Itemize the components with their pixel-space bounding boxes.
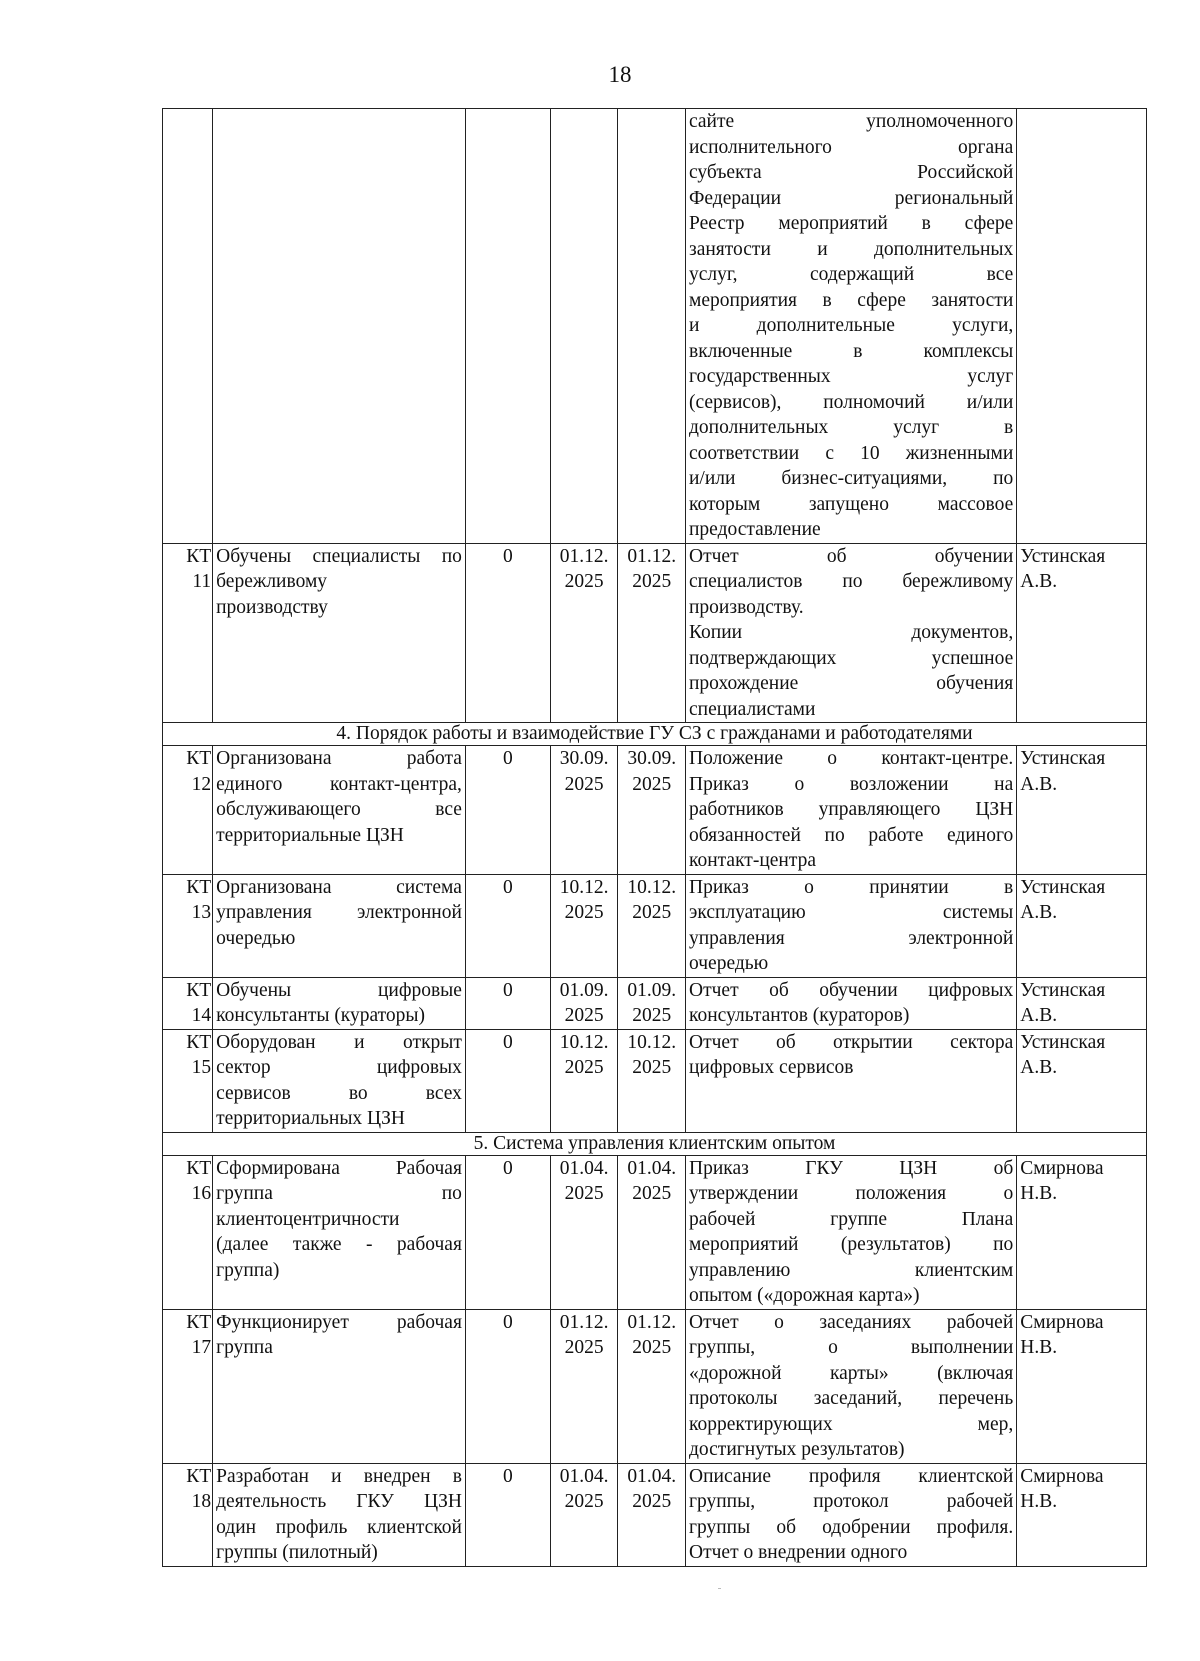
cell-document [686,977,1017,1029]
document-line: услуг, содержащий все [689,264,1014,285]
start-date-part: 10.12. [559,1031,609,1053]
responsible-part: Н.В. [1020,1337,1058,1358]
control-point-index: 14 [191,1005,212,1026]
document-line: специалистов по бережливому [689,571,1014,592]
cell-start [550,746,618,875]
cell-start [550,1463,618,1566]
table-row [163,1309,1147,1463]
cell-responsible [1017,746,1147,875]
end-date-part: 01.09. [627,979,677,1001]
cell-start [550,1309,618,1463]
end-date-part: 01.04. [627,1465,677,1487]
end-date-part: 2025 [632,1005,672,1026]
start-date-part: 2025 [564,902,604,923]
cell-base: 0 [465,977,550,1029]
cell-number [163,543,213,723]
cell-end [618,874,686,977]
document-line: занятости и дополнительных [689,238,1014,260]
section-heading: 5. Система управления клиентским опытом [163,1132,1147,1155]
cell-responsible [1017,543,1147,723]
document-line: Реестр мероприятий в сфере [689,213,1014,234]
table-row-continuation [163,109,1147,544]
cell-title [213,874,466,977]
document-line: соответствии с 10 жизненными [689,442,1014,464]
cell-document [686,1029,1017,1132]
end-date-part: 2025 [632,1491,672,1512]
end-date-part: 30.09. [627,748,677,769]
start-date-part: 01.12. [559,545,609,567]
control-point-index: 17 [191,1337,212,1358]
title-line: группа [216,1337,273,1358]
document-line: протоколы заседаний, перечень [689,1388,1014,1409]
cell-end [618,1155,686,1309]
title-line: Обучены специалисты по [216,545,462,567]
cell-title [213,1029,466,1132]
document-line: которым запущено массовое [689,493,1014,515]
title-line: сервисов во всех [216,1082,462,1104]
start-date-part: 01.04. [559,1465,609,1487]
start-date-part: 10.12. [559,876,609,898]
cell-end [618,543,686,723]
document-line: управлению клиентским [689,1259,1014,1281]
cell-responsible [1017,1155,1147,1309]
document-line: прохождение обучения [689,673,1014,694]
title-line: Обучены цифровые [216,979,462,1001]
end-date-part: 2025 [632,1183,672,1204]
cell-title [213,109,466,544]
start-date-part: 2025 [564,1057,604,1078]
cell-base: 0 [465,1155,550,1309]
document-line: дополнительных услуг в [689,417,1014,438]
start-date-part: 30.09. [559,748,609,769]
end-date-part: 2025 [632,1057,672,1078]
cell-title [213,1463,466,1566]
end-date-part: 01.12. [627,545,677,567]
title-line: деятельность ГКУ ЦЗН [216,1491,462,1512]
scan-speck [718,1588,721,1589]
document-line: Отчет об открытии сектора [689,1031,1014,1053]
end-date-part: 2025 [632,902,672,923]
cell-title [213,977,466,1029]
document-line: группы об одобрении профиля. [689,1516,1014,1538]
control-point-index: 13 [191,902,212,923]
document-line: группы, протокол рабочей [689,1491,1014,1512]
control-point-index: 18 [191,1491,212,1512]
title-line: бережливому [216,571,328,592]
title-line: Организована система [216,876,462,898]
control-point-prefix: КТ [186,1157,212,1179]
cell-end [618,1309,686,1463]
start-date-part: 2025 [564,1337,604,1358]
responsible-part: А.В. [1020,571,1058,592]
cell-number [163,1463,213,1566]
cell-end [618,746,686,875]
cell-end [618,1029,686,1132]
cell-base: 0 [465,1029,550,1132]
document-line: достигнутых результатов) [689,1439,905,1460]
cell-start [550,109,618,544]
section-row [163,723,1147,746]
cell-end [618,1463,686,1566]
document-line: группы, о выполнении [689,1337,1014,1358]
control-point-prefix: КТ [186,979,212,1001]
control-point-index: 11 [192,571,212,592]
end-date-part: 01.12. [627,1311,677,1333]
table-row [163,543,1147,723]
section-heading: 4. Порядок работы и взаимодействие ГУ СЗ с гражданами и работодателями [163,723,1147,746]
start-date-part: 2025 [564,773,604,795]
control-points-table [162,108,1147,1567]
control-point-index: 16 [191,1183,212,1204]
title-line: Оборудован и открыт [216,1031,462,1053]
end-date-part: 10.12. [627,876,677,898]
cell-start [550,977,618,1029]
end-date-part: 2025 [632,571,672,592]
cell-responsible [1017,874,1147,977]
responsible-part: А.В. [1020,773,1058,795]
responsible-part: Н.В. [1020,1491,1058,1512]
cell-title [213,746,466,875]
cell-base: 0 [465,543,550,723]
cell-responsible [1017,109,1147,544]
document-line: Отчет о внедрении одного [689,1542,908,1563]
document-line: Отчет об обучении цифровых [689,979,1014,1001]
table-row [163,874,1147,977]
start-date-part: 2025 [564,571,604,592]
responsible-part: Устинская [1020,748,1106,769]
document-line: Федерации региональный [689,187,1014,209]
document-line: работников управляющего ЦЗН [689,799,1014,820]
cell-number [163,977,213,1029]
document-line: (сервисов), полномочий и/или [689,391,1014,413]
responsible-part: А.В. [1020,1005,1058,1026]
cell-title [213,1155,466,1309]
table-row [163,746,1147,875]
title-line: территориальных ЦЗН [216,1108,405,1129]
document-line: консультантов (кураторов) [689,1005,910,1026]
cell-document [686,746,1017,875]
document-line: сайте уполномоченного [689,111,1014,132]
page-number: 18 [608,62,632,87]
document-line: мероприятий (результатов) по [689,1234,1014,1255]
start-date-part: 2025 [564,1183,604,1204]
document-line: государственных услуг [689,366,1014,387]
responsible-part: Смирнова [1020,1311,1104,1333]
title-line: территориальные ЦЗН [216,824,404,846]
cell-start [550,543,618,723]
cell-responsible [1017,1309,1147,1463]
document-line: включенные в комплексы [689,340,1014,362]
end-date-part: 01.04. [627,1157,677,1179]
title-line: Сформирована Рабочая [216,1157,462,1179]
cell-base [465,109,550,544]
end-date-part: 10.12. [627,1031,677,1053]
title-line: управления электронной [216,902,462,923]
cell-document [686,1463,1017,1566]
document-line: Отчет о заседаниях рабочей [689,1311,1014,1333]
cell-document [686,1155,1017,1309]
control-point-index: 12 [191,773,212,795]
cell-start [550,874,618,977]
document-line: корректирующих мер, [689,1413,1014,1435]
cell-document [686,874,1017,977]
document-line: и дополнительные услуги, [689,315,1014,336]
cell-title [213,543,466,723]
cell-number [163,874,213,977]
document-line: Приказ о возложении на [689,773,1014,795]
cell-responsible [1017,977,1147,1029]
responsible-part: Смирнова [1020,1465,1104,1487]
start-date-part: 01.12. [559,1311,609,1333]
title-line: группа по [216,1183,462,1204]
control-point-prefix: КТ [186,1465,212,1487]
document-line: мероприятия в сфере занятости [689,289,1014,311]
document-line: эксплуатацию системы [689,902,1014,923]
table-row [163,977,1147,1029]
start-date-part: 01.09. [559,979,609,1001]
cell-document [686,543,1017,723]
title-line: обслуживающего все [216,799,462,820]
document-line: Отчет об обучении [689,545,1014,567]
document-line: специалистами [689,698,816,720]
cell-number [163,1155,213,1309]
title-line: сектор цифровых [216,1057,462,1078]
start-date-part: 2025 [564,1491,604,1512]
document-line: Приказ о принятии в [689,876,1014,898]
control-point-prefix: КТ [186,1031,212,1053]
title-line: клиентоцентричности [216,1208,400,1230]
cell-start [550,1029,618,1132]
cell-document [686,1309,1017,1463]
start-date-part: 01.04. [559,1157,609,1179]
responsible-part: Устинская [1020,1031,1106,1053]
title-line: (далее также - рабочая [216,1234,462,1255]
title-line: Функционирует рабочая [216,1311,462,1333]
cell-start [550,1155,618,1309]
control-point-index: 15 [191,1057,212,1078]
cell-responsible [1017,1463,1147,1566]
title-line: группы (пилотный) [216,1542,378,1563]
document-line: цифровых сервисов [689,1057,854,1078]
table-row [163,1155,1147,1309]
title-line: единого контакт-центра, [216,773,462,795]
document-line: рабочей группе Плана [689,1208,1014,1230]
responsible-part: Устинская [1020,876,1106,898]
document-line: обязанностей по работе единого [689,824,1014,846]
responsible-part: Смирнова [1020,1157,1104,1179]
title-line: группа) [216,1259,280,1281]
cell-number [163,1029,213,1132]
document-line: исполнительного органа [689,136,1014,158]
cell-end [618,109,686,544]
responsible-part: А.В. [1020,1057,1058,1078]
section-row [163,1132,1147,1155]
table-row [163,1029,1147,1132]
cell-document [686,109,1017,544]
cell-number [163,746,213,875]
document-line: управления электронной [689,927,1014,949]
cell-number [163,1309,213,1463]
control-point-prefix: КТ [186,748,212,769]
end-date-part: 2025 [632,1337,672,1358]
document-line: Описание профиля клиентской [689,1465,1014,1487]
document-line: утверждении положения о [689,1183,1014,1204]
title-line: один профиль клиентской [216,1516,462,1538]
cell-end [618,977,686,1029]
table-row [163,1463,1147,1566]
document-line: субъекта Российской [689,162,1014,183]
cell-base: 0 [465,874,550,977]
cell-number [163,109,213,544]
title-line: очередью [216,927,296,949]
responsible-part: Устинская [1020,979,1106,1001]
title-line: консультанты (кураторы) [216,1005,426,1026]
document-line: Положение о контакт-центре. [689,748,1014,769]
title-line: производству [216,596,328,618]
cell-responsible [1017,1029,1147,1132]
cell-base: 0 [465,1309,550,1463]
document-line: очередью [689,953,769,974]
responsible-part: А.В. [1020,902,1058,923]
control-point-prefix: КТ [186,545,212,567]
cell-base: 0 [465,1463,550,1566]
document-line: предоставление [689,519,821,540]
document-line: опытом («дорожная карта») [689,1285,920,1306]
end-date-part: 2025 [632,773,672,795]
cell-title [213,1309,466,1463]
responsible-part: Устинская [1020,545,1106,567]
responsible-part: Н.В. [1020,1183,1058,1204]
document-line: контакт-центра [689,850,817,871]
document-line: производству. [689,596,804,618]
start-date-part: 2025 [564,1005,604,1026]
document-line: «дорожной карты» (включая [689,1362,1014,1384]
title-line: Организована работа [216,748,462,769]
title-line: Разработан и внедрен в [216,1465,462,1487]
document-line: и/или бизнес-ситуациями, по [689,468,1014,489]
document-line: Копии документов, [689,622,1014,643]
document-line: подтверждающих успешное [689,647,1014,669]
control-point-prefix: КТ [186,1311,212,1333]
cell-base: 0 [465,746,550,875]
control-point-prefix: КТ [186,876,212,898]
document-line: Приказ ГКУ ЦЗН об [689,1157,1014,1179]
